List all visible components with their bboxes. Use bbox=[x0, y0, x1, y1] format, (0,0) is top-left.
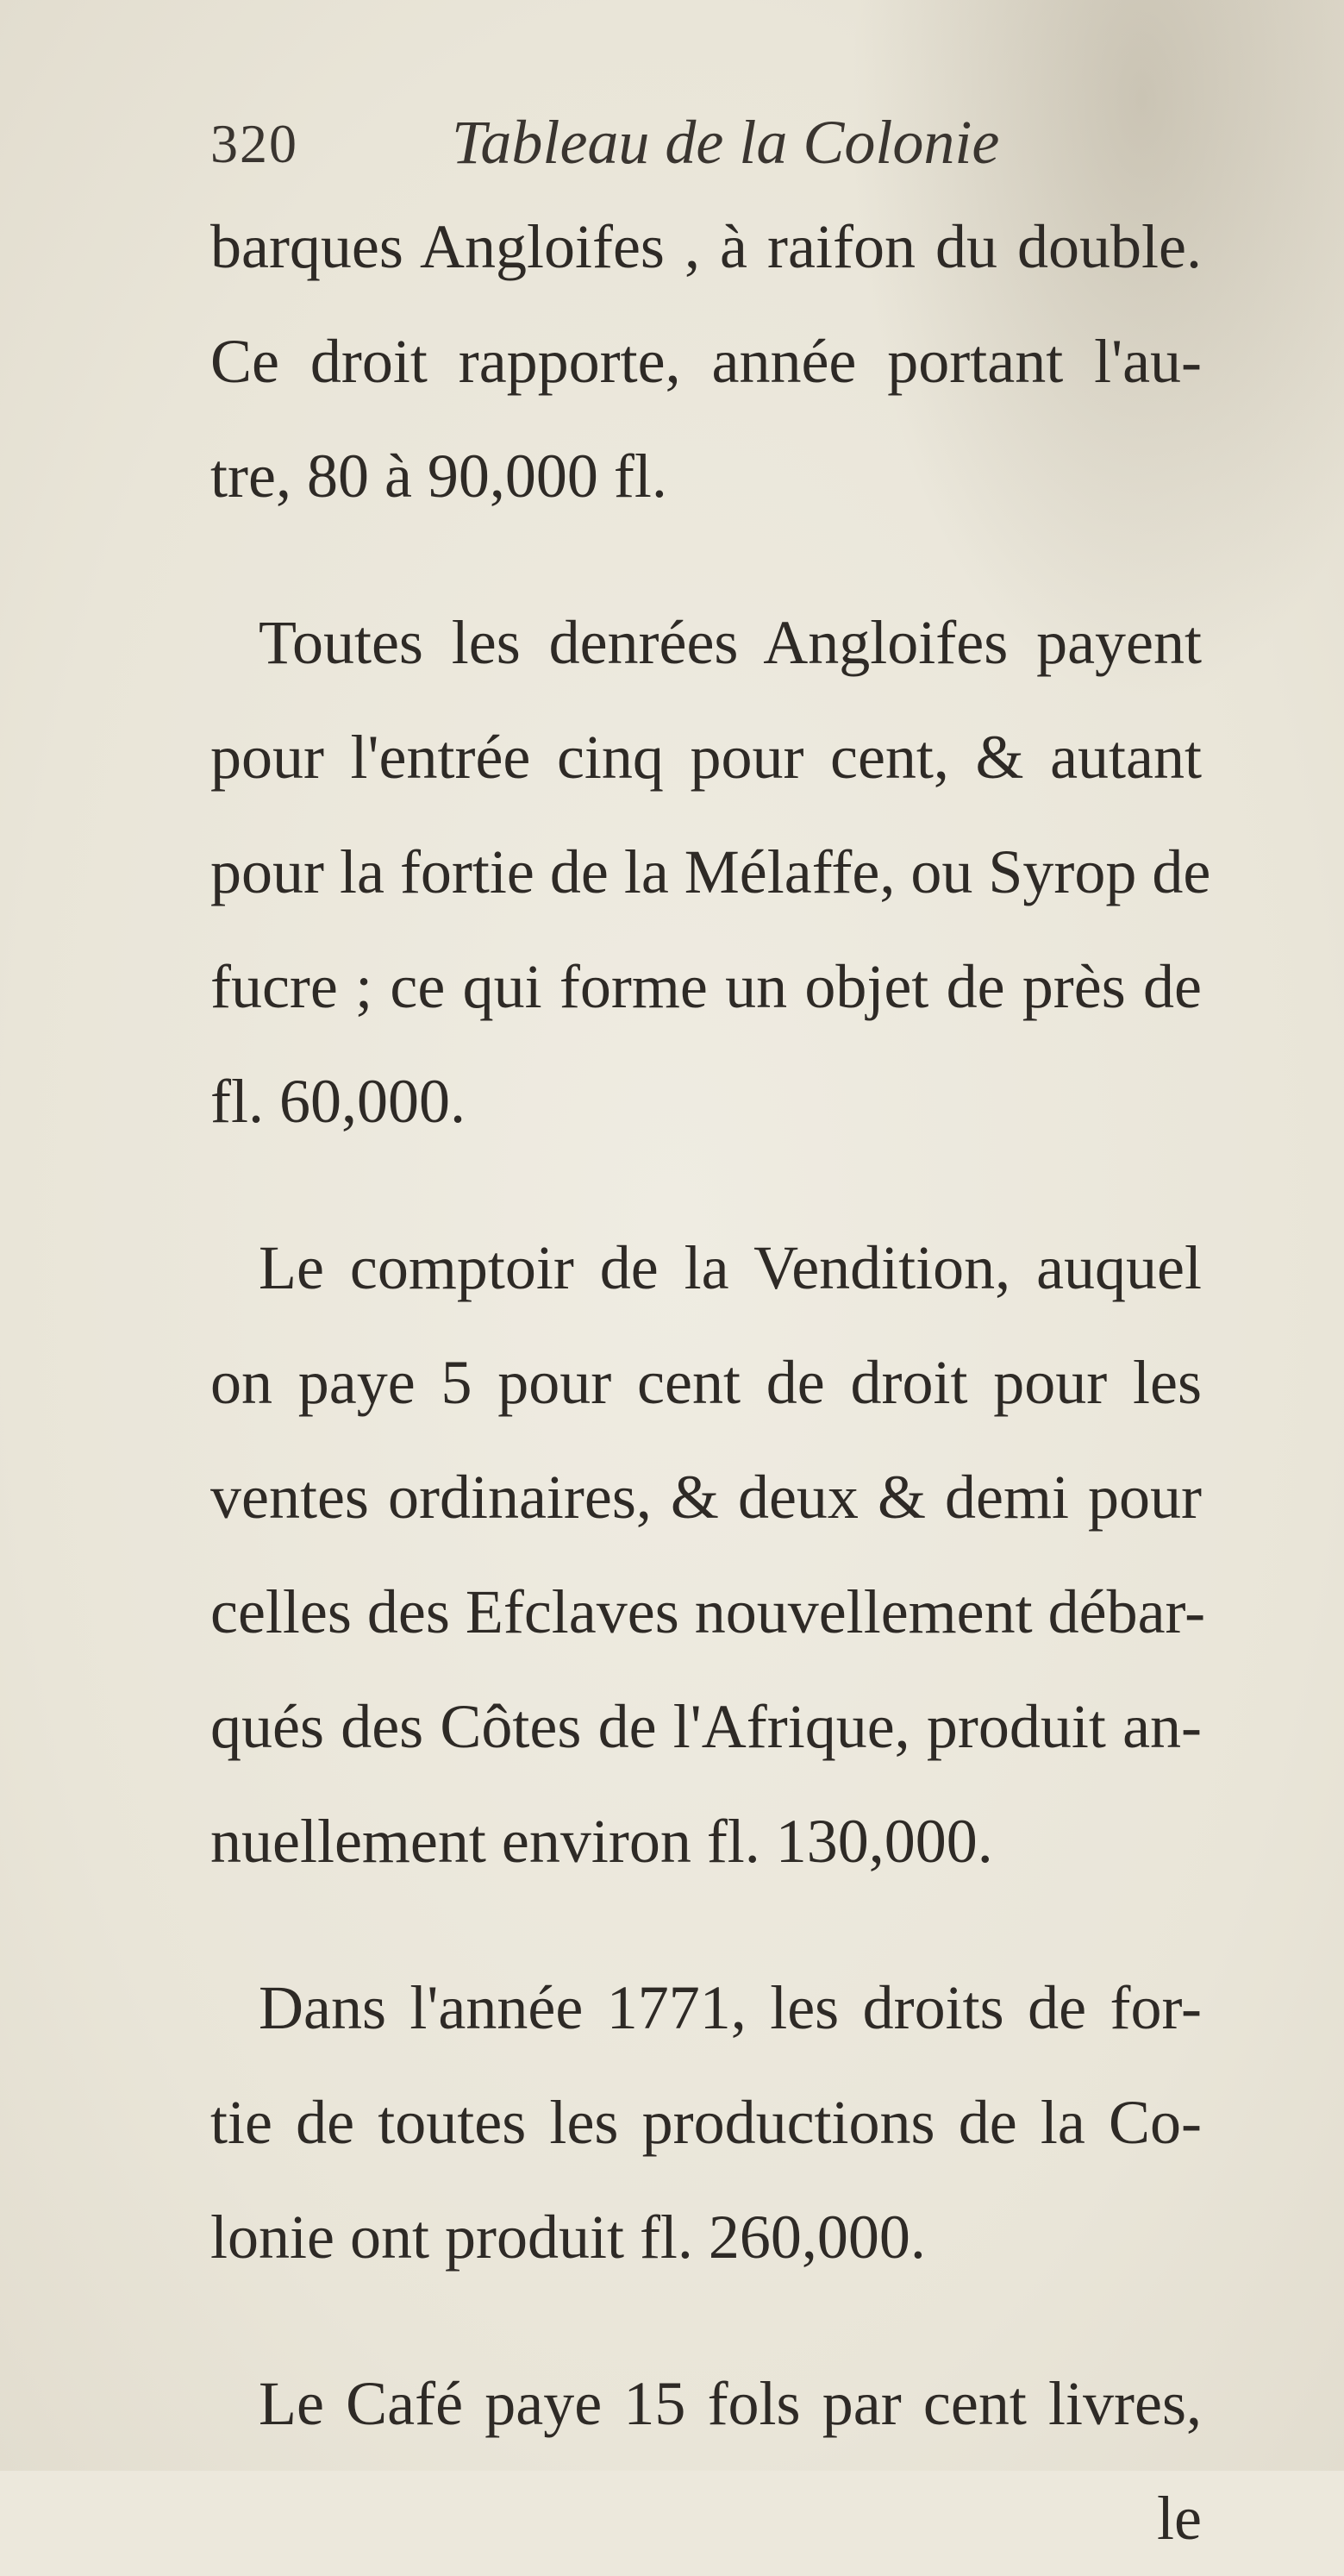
text-line: celles des Efclaves nouvellement débar- bbox=[210, 1577, 1206, 1646]
text-line: barques Angloifes , à raifon du double. bbox=[210, 212, 1202, 281]
paragraph-gap bbox=[210, 534, 1202, 586]
text-line: pour la fortie de la Mélaffe, ou Syrop de bbox=[210, 837, 1211, 906]
text-line: Toutes les denrées Angloifes payent bbox=[259, 608, 1202, 677]
text-line: nuellement environ fl. 130,000. bbox=[210, 1807, 993, 1876]
paragraph-3 bbox=[210, 1211, 1206, 1899]
body-text bbox=[210, 190, 1211, 2576]
paragraph-5 bbox=[210, 2347, 1202, 2576]
page-number: 320 bbox=[210, 113, 298, 174]
running-title: Tableau de la Colonie bbox=[452, 108, 1000, 177]
paragraph-1 bbox=[210, 190, 1202, 534]
text-line: Dans l'année 1771, les droits de for- bbox=[259, 1973, 1202, 2042]
paragraph-2 bbox=[210, 586, 1211, 1159]
text-line: lonie ont produit fl. 260,000. bbox=[210, 2203, 926, 2272]
paragraph-gap bbox=[210, 1899, 1202, 1951]
text-line: qués des Côtes de l'Afrique, produit an- bbox=[210, 1692, 1202, 1761]
text-line: ventes ordinaires, & deux & demi pour bbox=[210, 1463, 1202, 1532]
text-line: tie de toutes les productions de la Co- bbox=[210, 2088, 1202, 2157]
text-line: pour l'entrée cinq pour cent, & autant bbox=[210, 723, 1202, 792]
text-line: fl. 60,000. bbox=[210, 1067, 466, 1136]
paragraph-gap bbox=[210, 1159, 1202, 1211]
text-line: Ce droit rapporte, année portant l'au- bbox=[210, 327, 1202, 396]
text-line: Le comptoir de la Vendition, auquel bbox=[259, 1233, 1202, 1302]
text-line: on paye 5 pour cent de droit pour les bbox=[210, 1348, 1202, 1417]
text-line: tre, 80 à 90,000 fl. bbox=[210, 442, 667, 511]
paragraph-4 bbox=[210, 1951, 1202, 2295]
catchword: le bbox=[1157, 2484, 1202, 2553]
text-line: fucre ; ce qui forme un objet de près de bbox=[210, 952, 1202, 1021]
paragraph-gap bbox=[210, 2295, 1202, 2347]
running-head bbox=[210, 102, 1159, 179]
text-line: Le Café paye 15 fols par cent livres, bbox=[259, 2369, 1202, 2438]
